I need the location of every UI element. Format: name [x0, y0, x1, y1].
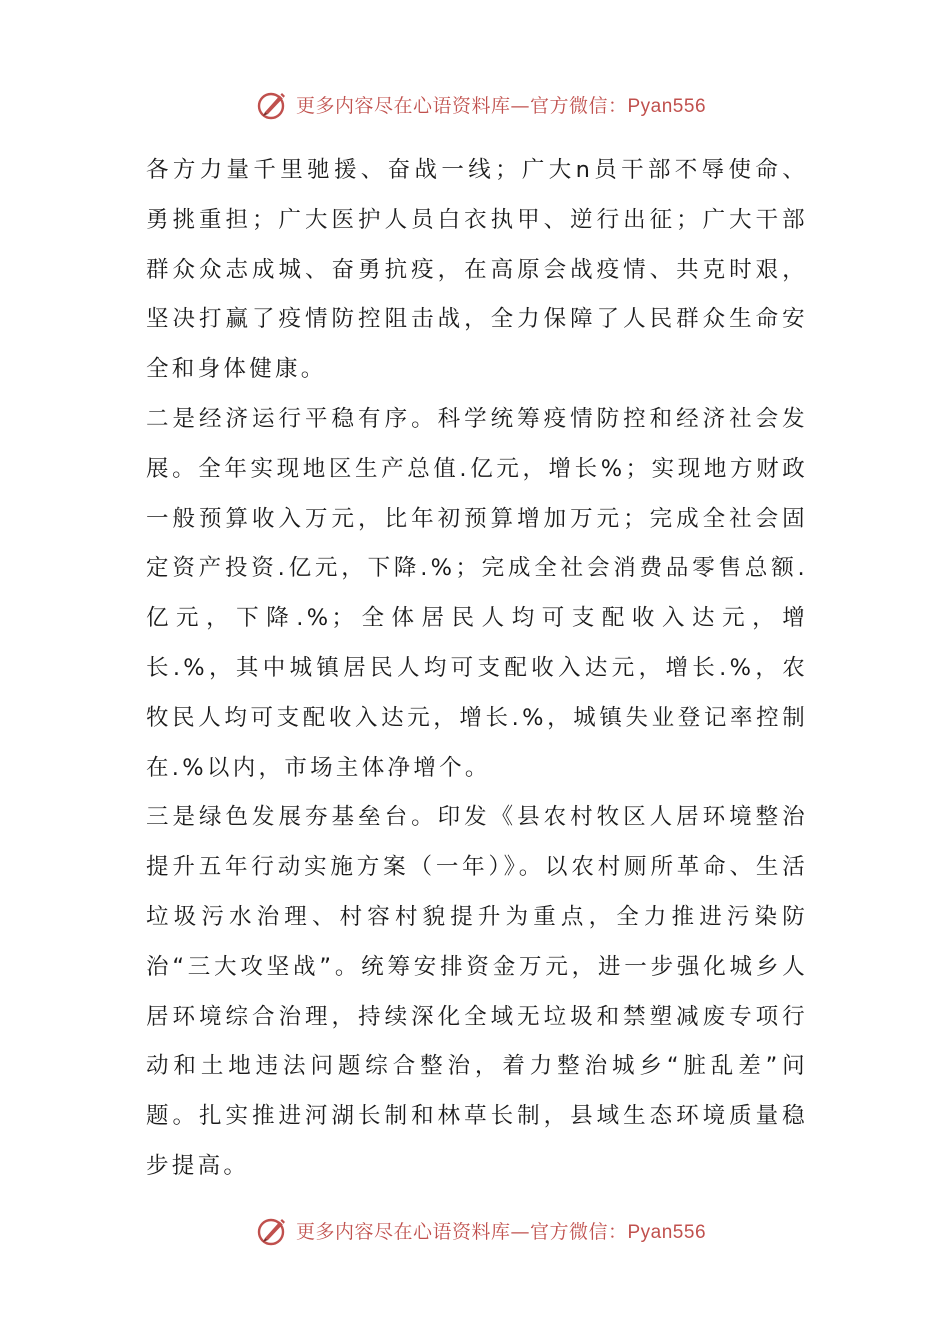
pen-logo-icon: [256, 1213, 290, 1247]
watermark-wechat-label: 官方微信：: [529, 1220, 628, 1243]
watermark-text: [296, 1217, 706, 1244]
document-body: [146, 146, 808, 1192]
watermark-brand: 更多内容尽在心语资料库: [295, 94, 511, 117]
pen-logo-icon: [256, 87, 290, 121]
footer-watermark: [0, 1210, 950, 1250]
header-watermark: [0, 84, 950, 124]
watermark-separator: —: [510, 94, 530, 117]
watermark-separator: —: [510, 1220, 530, 1243]
paragraph-3: 三是绿色发展夯基垒台。印发《县农村牧区人居环境整治提升五年行动实施方案（一年）》。以农村厕所革命、生活垃圾污水治理、村容村貌提升为重点，全力推进污染防治“三大攻坚战”。统筹安排资金万元，进一步强化城乡人居环境综合治理，持续深化全域无垃圾和禁塑减废专项行动和土地违法问题综合整治，着力整治城乡“脏乱差”问题。扎实推进河湖长制和林草长制，县域生态环境质量稳步提高。: [146, 804, 808, 1179]
paragraph-1: 各方力量千里驰援、奋战一线；广大n员干部不辱使命、勇挑重担；广大医护人员白衣执甲、逆行出征；广大干部群众众志成城、奋勇抗疫，在高原会战疫情、共克时艰，坚决打赢了疫情防控阻击战，全力保障了人民群众生命安全和身体健康。: [146, 157, 808, 383]
watermark-wechat-id: Pyan556: [627, 1221, 707, 1243]
watermark-wechat-label: 官方微信：: [529, 94, 628, 117]
watermark-wechat-id: Pyan556: [627, 95, 707, 117]
watermark-brand: 更多内容尽在心语资料库: [295, 1220, 511, 1243]
paragraph-2: 二是经济运行平稳有序。科学统筹疫情防控和经济社会发展。全年实现地区生产总值.亿元，增长%；实现地方财政一般预算收入万元，比年初预算增加万元；完成全社会固定资产投资.亿元，下降.%；完成全社会消费品零售总额.亿元，下降.%；全体居民人均可支配收入达元，增长.%，其中城镇居民人均可支配收入达元，增长.%，农牧民人均可支配收入达元，增长.%，城镇失业登记率控制在.%以内，市场主体净增个。: [146, 405, 808, 781]
watermark-text: [296, 91, 706, 118]
